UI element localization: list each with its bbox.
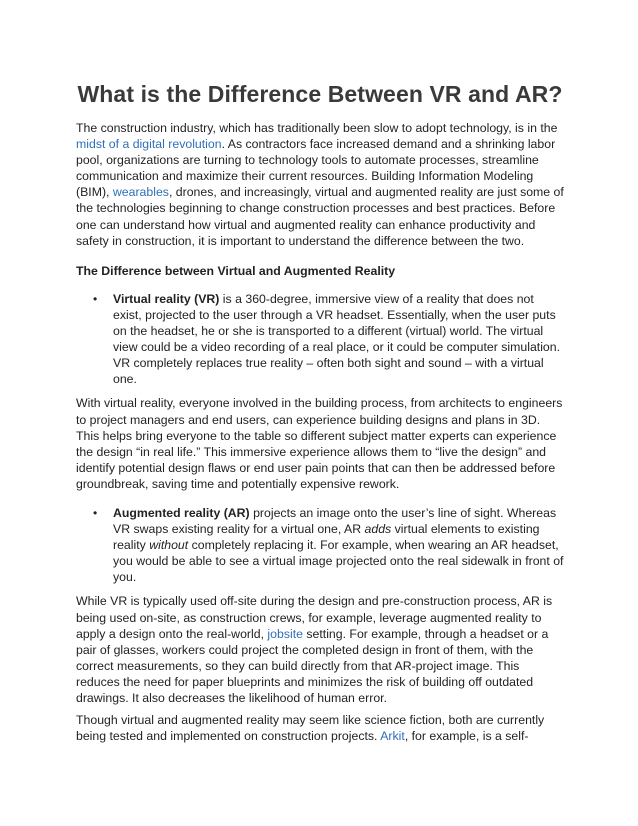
ar-paragraph	[76, 593, 564, 706]
ar-paragraph-text: setting. For example, through a headset or a pair of glasses, workers could project the completed design in front of them, with the correct measurements, so they can build directly from that AR-project image. This reduces the need for paper blueprints and minimizes the risk of building off outdated drawings. It also decreases the likelihood of human error.	[76, 626, 549, 705]
closing-text: , for example, is a self-	[404, 729, 529, 744]
ar-definition-text: virtual elements to existing reality	[113, 522, 540, 553]
digital-revolution-link[interactable]: midst of a digital revolution	[76, 137, 222, 152]
vr-term: Virtual reality (VR)	[113, 291, 220, 306]
intro-paragraph	[76, 120, 564, 249]
ar-definition-text: projects an image onto the user’s line of sight. Whereas VR swaps existing reality for a virtual one, AR	[113, 505, 557, 537]
ar-definition-text: completely replacing it. For example, when wearing an AR headset, you would be able to see a virtual image projected onto the real sidewalk in front of you.	[113, 538, 564, 585]
closing-text: Though virtual and augmented reality may seem like science fiction, both are currently being tested and implemented on construction projects.	[76, 713, 545, 744]
closing-paragraph	[76, 712, 564, 744]
ar-paragraph-text: While VR is typically used off-site during the design and pre-construction process, AR is being used on-site, as construction crews, for example, leverage augmented reality to apply a design onto the real-world,	[76, 594, 553, 641]
vr-definition-text: is a 360-degree, immersive view of a reality that does not exist, projected to the user through a VR headset. Essentially, when the user puts on the headset, he or she is transported to a different (virtual) world. The virtual view could be a video recording of a real place, or it could be computer simulation. VR completely replaces true reality – often both sight and sound – with a virtual one.	[113, 291, 561, 387]
ar-definition-item	[113, 505, 564, 585]
intro-text: . As contractors face increased demand and a shrinking labor pool, organizations are turning to technology tools to automate processes, streamline communication and maximize their current resources. Building Information Modeling (BIM),	[76, 137, 556, 200]
vr-definition-item	[113, 291, 564, 388]
intro-text: , drones, and increasingly, virtual and augmented reality are just some of the technologies beginning to change construction processes and best practices. Before one can understand how virtual and augmented reality can enhance productivity and safety in construction, it is important to understand the difference between the two.	[76, 185, 564, 248]
section-heading: The Difference between Virtual and Augmented Reality	[76, 263, 396, 278]
arkit-link[interactable]: Arkit	[380, 729, 405, 744]
emphasis-without: without	[149, 538, 189, 553]
vr-paragraph: With virtual reality, everyone involved in the building process, from architects to engineers to project managers and end users, can experience building designs and plans in 3D. This helps bring everyone to the table so different subject matter experts can experience the design “in real life.” This immersive experience allows them to “live the design” and identify potential design flaws or end user pain points that can then be addressed before groundbreak, saving time and potentially expensive rework.	[76, 396, 563, 491]
emphasis-adds: adds	[364, 522, 392, 537]
vr-bullet-list	[76, 291, 564, 388]
page-title: What is the Difference Between VR and AR?	[77, 81, 563, 107]
intro-text: The construction industry, which has traditionally been slow to adopt technology, is in the	[76, 121, 558, 135]
wearables-link[interactable]: wearables	[112, 185, 169, 200]
jobsite-link[interactable]: jobsite	[267, 626, 303, 641]
ar-bullet-list	[76, 505, 564, 585]
ar-term: Augmented reality (AR)	[113, 505, 250, 520]
